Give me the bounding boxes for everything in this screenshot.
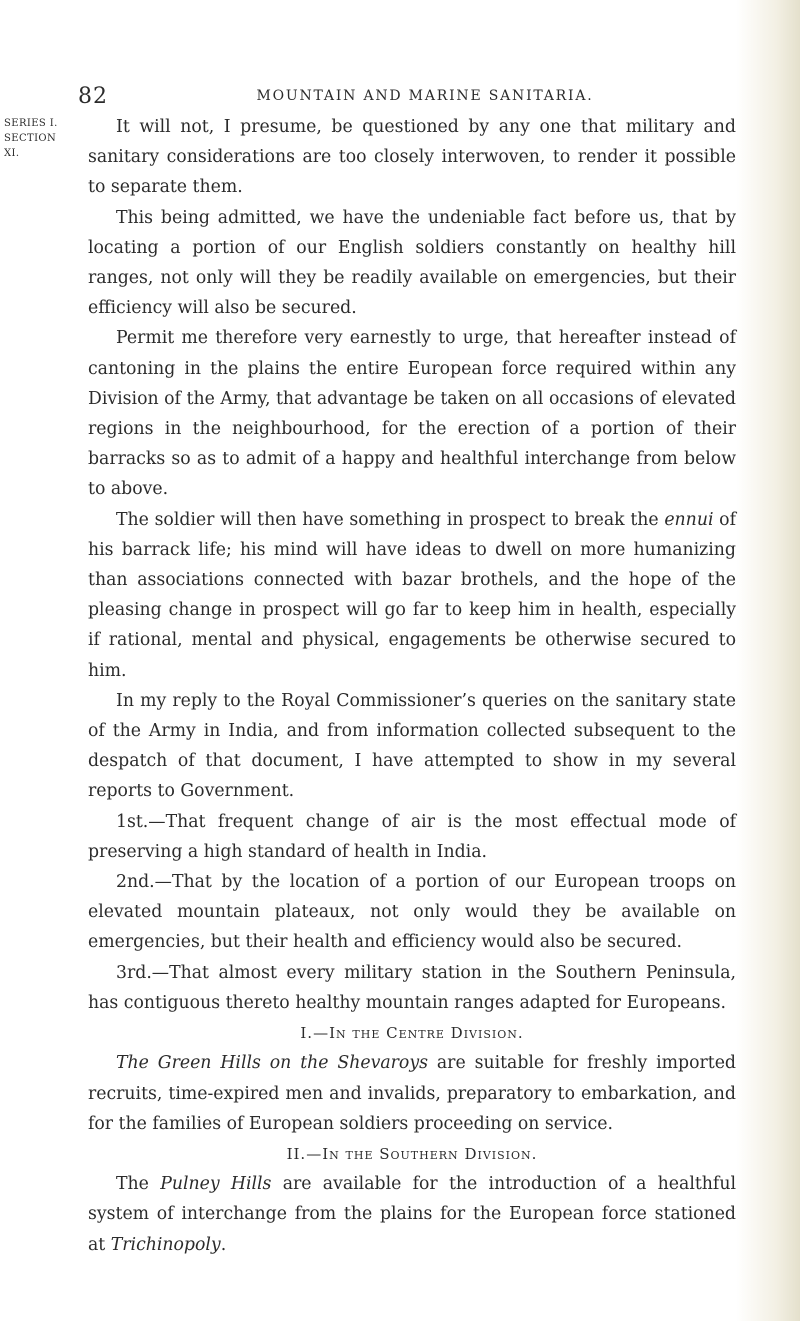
paragraph (88, 505, 736, 686)
paragraph: Permit me therefore very earnestly to urge, that hereafter instead of cantoning in the plains the entire European force required within any Division of the Army, that advantage be taken on all occasions of elevated regions in the neighbourhood, for the erection of a portion of their barracks so as to admit of a happy and healthful interchange from below to above. (88, 328, 736, 500)
margin-note-section: SECTION XI. (4, 133, 57, 159)
list-item: 2nd.—That by the location of a portion of our European troops on elevated mountain plateaux, not only would they be available on emergencies, but their health and efficiency would also be secured. (88, 872, 736, 953)
paragraph-text: of his barrack life; his mind will have ideas to dwell on more humanizing than associations connected with bazar brothels, and the hope of the pleasing change in prospect will go far to keep him in health, especially if rational, mental and physical, engagements be otherwise secured to him. (88, 509, 736, 681)
paragraph-text: The soldier will then have something in prospect to break the (116, 509, 659, 530)
paragraph: This being admitted, we have the undeniable fact before us, that by locating a portion of our English soldiers constantly on healthy hill ranges, not only will they be readily available on emergencies, but their efficiency will also be secured. (88, 207, 736, 319)
paragraph (88, 1048, 736, 1139)
place-name: Trichinopoly (110, 1234, 221, 1255)
list-item: 1st.—That frequent change of air is the most effectual mode of preserving a high standard of health in India. (88, 811, 736, 862)
place-name: Pulney Hills (160, 1174, 272, 1195)
paragraph-text: . (220, 1234, 227, 1255)
place-name: The Green Hills on the Shevaroys (116, 1053, 428, 1074)
paragraph-text: The (116, 1174, 149, 1195)
margin-note-series: SERIES I. (4, 118, 58, 129)
section-heading-southern: II.—In the Southern Division. (286, 1144, 538, 1163)
emphasis-text: ennui (664, 509, 714, 530)
body-text (88, 112, 736, 1260)
section-heading-centre: I.—In the Centre Division. (300, 1024, 524, 1043)
margin-note (4, 116, 74, 161)
paragraph: In my reply to the Royal Commissioner’s queries on the sanitary state of the Army in India, and from information collected subsequent to the despatch of that document, I have attempted to show in my several reports to Government. (88, 690, 736, 802)
paragraph: It will not, I presume, be questioned by any one that military and sanitary considerations are too closely interwoven, to render it possible to separate them. (88, 117, 736, 198)
paragraph-text: are available for the introduction of a healthful system of interchange from the plains for the European force stationed at (88, 1174, 736, 1255)
paragraph-text: are suitable for freshly imported recruits, time-expired men and invalids, preparatory to embarkation, and for the families of European soldiers proceeding on service. (88, 1053, 736, 1134)
list-item: 3rd.—That almost every military station in the Southern Peninsula, has contiguous thereto healthy mountain ranges adapted for Europeans. (88, 962, 736, 1013)
running-title: MOUNTAIN AND MARINE SANITARIA. (256, 88, 594, 104)
page-number: 82 (78, 84, 108, 109)
paragraph (88, 1169, 736, 1260)
